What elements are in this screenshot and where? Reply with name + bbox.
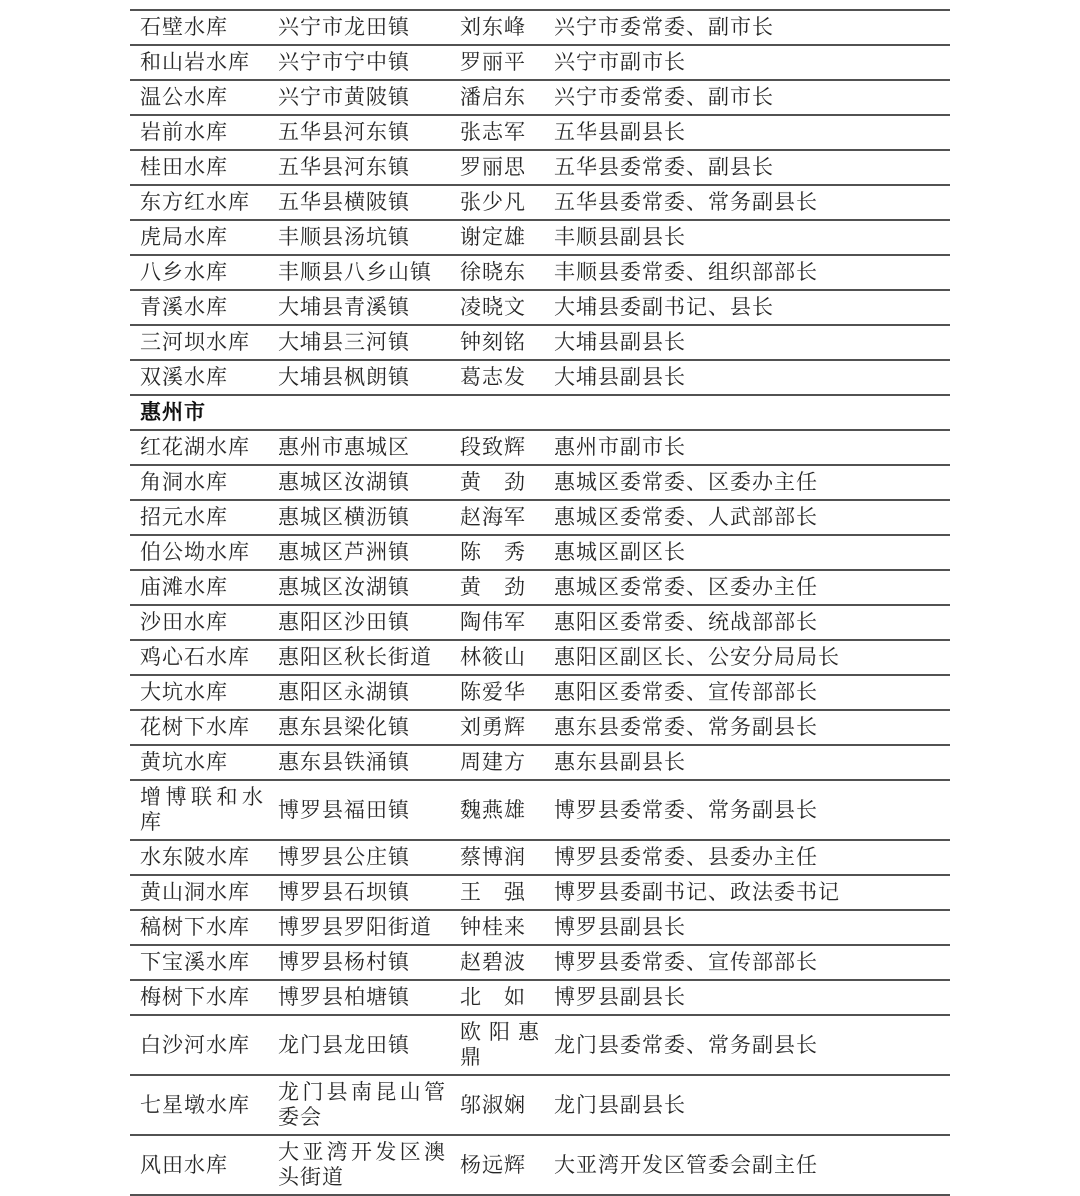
table-row [130, 1075, 950, 1135]
location-cell: 兴宁市龙田镇 [268, 10, 450, 45]
person-cell: 钟桂来 [450, 910, 544, 945]
table-row [130, 360, 950, 395]
person-cell: 罗丽平 [450, 45, 544, 80]
person-cell: 林筱山 [450, 640, 544, 675]
location-cell: 丰顺县八乡山镇 [268, 255, 450, 290]
position-cell: 兴宁市委常委、副市长 [544, 10, 950, 45]
reservoir-cell: 三河坝水库 [130, 325, 268, 360]
table-row [130, 745, 950, 780]
person-cell: 周建方 [450, 745, 544, 780]
reservoir-cell: 双溪水库 [130, 360, 268, 395]
position-cell: 博罗县副县长 [544, 910, 950, 945]
location-cell: 丰顺县汤坑镇 [268, 220, 450, 255]
location-cell: 惠东县梁化镇 [268, 710, 450, 745]
person-cell: 段致辉 [450, 430, 544, 465]
person-cell: 徐晓东 [450, 255, 544, 290]
table-row [130, 675, 950, 710]
table-row [130, 80, 950, 115]
table-row [130, 255, 950, 290]
location-cell: 博罗县罗阳街道 [268, 910, 450, 945]
section-header-cell: 惠州市 [130, 395, 950, 430]
position-cell: 五华县委常委、常务副县长 [544, 185, 950, 220]
location-cell: 惠阳区沙田镇 [268, 605, 450, 640]
location-cell: 博罗县石坝镇 [268, 875, 450, 910]
position-cell: 惠东县委常委、常务副县长 [544, 710, 950, 745]
location-cell: 五华县河东镇 [268, 150, 450, 185]
position-cell: 大埔县副县长 [544, 360, 950, 395]
person-cell: 邬淑娴 [450, 1075, 544, 1135]
location-cell: 大亚湾开发区澳头街道 [268, 1135, 450, 1195]
location-cell: 惠城区汝湖镇 [268, 570, 450, 605]
person-cell: 潘启东 [450, 80, 544, 115]
person-cell: 黄 劲 [450, 465, 544, 500]
position-cell: 博罗县委副书记、政法委书记 [544, 875, 950, 910]
table-row [130, 780, 950, 840]
position-cell: 五华县副县长 [544, 115, 950, 150]
table-row [130, 500, 950, 535]
person-cell: 陈爱华 [450, 675, 544, 710]
position-cell: 五华县委常委、副县长 [544, 150, 950, 185]
position-cell: 大埔县委副书记、县长 [544, 290, 950, 325]
table-row [130, 710, 950, 745]
position-cell: 兴宁市委常委、副市长 [544, 80, 950, 115]
position-cell: 惠城区委常委、区委办主任 [544, 465, 950, 500]
person-cell: 张志军 [450, 115, 544, 150]
position-cell: 大埔县副县长 [544, 325, 950, 360]
reservoir-cell: 梅树下水库 [130, 980, 268, 1015]
reservoir-cell: 黄坑水库 [130, 745, 268, 780]
person-cell: 凌晓文 [450, 290, 544, 325]
person-cell: 黄 劲 [450, 570, 544, 605]
table-row [130, 910, 950, 945]
reservoir-cell: 沙田水库 [130, 605, 268, 640]
table-row [130, 535, 950, 570]
table-row [130, 220, 950, 255]
location-cell: 惠州市惠城区 [268, 430, 450, 465]
reservoir-cell: 庙滩水库 [130, 570, 268, 605]
person-cell: 葛志发 [450, 360, 544, 395]
reservoir-cell: 七星墩水库 [130, 1075, 268, 1135]
person-cell: 欧阳惠鼎 [450, 1015, 544, 1075]
reservoir-cell: 稿树下水库 [130, 910, 268, 945]
table-row [130, 605, 950, 640]
table-row [130, 430, 950, 465]
position-cell: 大亚湾开发区管委会副主任 [544, 1135, 950, 1195]
reservoir-cell: 白沙河水库 [130, 1015, 268, 1075]
reservoir-cell: 虎局水库 [130, 220, 268, 255]
person-cell: 赵碧波 [450, 945, 544, 980]
position-cell: 惠阳区副区长、公安分局局长 [544, 640, 950, 675]
location-cell: 博罗县柏塘镇 [268, 980, 450, 1015]
location-cell: 龙门县南昆山管委会 [268, 1075, 450, 1135]
location-cell: 惠城区横沥镇 [268, 500, 450, 535]
position-cell: 博罗县委常委、县委办主任 [544, 840, 950, 875]
table-row [130, 45, 950, 80]
table-row [130, 150, 950, 185]
person-cell: 北 如 [450, 980, 544, 1015]
position-cell: 惠城区委常委、人武部部长 [544, 500, 950, 535]
table-row [130, 875, 950, 910]
location-cell: 博罗县福田镇 [268, 780, 450, 840]
location-cell: 博罗县公庄镇 [268, 840, 450, 875]
person-cell: 赵海军 [450, 500, 544, 535]
reservoir-cell: 花树下水库 [130, 710, 268, 745]
table-row [130, 325, 950, 360]
person-cell: 陶伟军 [450, 605, 544, 640]
position-cell: 惠阳区委常委、宣传部部长 [544, 675, 950, 710]
table-row [130, 115, 950, 150]
location-cell: 惠东县铁涌镇 [268, 745, 450, 780]
position-cell: 博罗县委常委、常务副县长 [544, 780, 950, 840]
reservoir-cell: 石壁水库 [130, 10, 268, 45]
location-cell: 博罗县杨村镇 [268, 945, 450, 980]
position-cell: 惠城区副区长 [544, 535, 950, 570]
reservoir-cell: 青溪水库 [130, 290, 268, 325]
position-cell: 惠阳区委常委、统战部部长 [544, 605, 950, 640]
reservoir-cell: 八乡水库 [130, 255, 268, 290]
reservoir-table [130, 9, 950, 1196]
reservoir-cell: 招元水库 [130, 500, 268, 535]
table-row [130, 570, 950, 605]
reservoir-table-body [130, 10, 950, 1195]
reservoir-cell: 增博联和水库 [130, 780, 268, 840]
location-cell: 惠城区芦洲镇 [268, 535, 450, 570]
location-cell: 大埔县三河镇 [268, 325, 450, 360]
table-row [130, 10, 950, 45]
position-cell: 龙门县副县长 [544, 1075, 950, 1135]
reservoir-cell: 伯公坳水库 [130, 535, 268, 570]
location-cell: 惠城区汝湖镇 [268, 465, 450, 500]
position-cell: 丰顺县委常委、组织部部长 [544, 255, 950, 290]
reservoir-cell: 风田水库 [130, 1135, 268, 1195]
person-cell: 刘东峰 [450, 10, 544, 45]
person-cell: 谢定雄 [450, 220, 544, 255]
table-row [130, 465, 950, 500]
position-cell: 惠东县副县长 [544, 745, 950, 780]
position-cell: 惠州市副市长 [544, 430, 950, 465]
person-cell: 陈 秀 [450, 535, 544, 570]
location-cell: 大埔县青溪镇 [268, 290, 450, 325]
reservoir-cell: 水东陂水库 [130, 840, 268, 875]
reservoir-cell: 温公水库 [130, 80, 268, 115]
table-row [130, 640, 950, 675]
table-row [130, 290, 950, 325]
reservoir-cell: 东方红水库 [130, 185, 268, 220]
section-header-row [130, 395, 950, 430]
reservoir-cell: 桂田水库 [130, 150, 268, 185]
person-cell: 魏燕雄 [450, 780, 544, 840]
location-cell: 龙门县龙田镇 [268, 1015, 450, 1075]
reservoir-cell: 大坑水库 [130, 675, 268, 710]
position-cell: 惠城区委常委、区委办主任 [544, 570, 950, 605]
table-row [130, 185, 950, 220]
person-cell: 钟刻铭 [450, 325, 544, 360]
position-cell: 博罗县副县长 [544, 980, 950, 1015]
reservoir-cell: 鸡心石水库 [130, 640, 268, 675]
location-cell: 大埔县枫朗镇 [268, 360, 450, 395]
table-row [130, 945, 950, 980]
position-cell: 龙门县委常委、常务副县长 [544, 1015, 950, 1075]
reservoir-cell: 和山岩水库 [130, 45, 268, 80]
person-cell: 刘勇辉 [450, 710, 544, 745]
reservoir-cell: 黄山洞水库 [130, 875, 268, 910]
position-cell: 兴宁市副市长 [544, 45, 950, 80]
reservoir-cell: 岩前水库 [130, 115, 268, 150]
person-cell: 张少凡 [450, 185, 544, 220]
table-row [130, 980, 950, 1015]
location-cell: 惠阳区秋长街道 [268, 640, 450, 675]
person-cell: 蔡博润 [450, 840, 544, 875]
person-cell: 罗丽思 [450, 150, 544, 185]
reservoir-cell: 红花湖水库 [130, 430, 268, 465]
table-row [130, 1135, 950, 1195]
reservoir-cell: 角洞水库 [130, 465, 268, 500]
location-cell: 五华县横陂镇 [268, 185, 450, 220]
location-cell: 惠阳区永湖镇 [268, 675, 450, 710]
location-cell: 兴宁市黄陂镇 [268, 80, 450, 115]
location-cell: 兴宁市宁中镇 [268, 45, 450, 80]
table-row [130, 1015, 950, 1075]
position-cell: 博罗县委常委、宣传部部长 [544, 945, 950, 980]
table-row [130, 840, 950, 875]
position-cell: 丰顺县副县长 [544, 220, 950, 255]
reservoir-cell: 下宝溪水库 [130, 945, 268, 980]
location-cell: 五华县河东镇 [268, 115, 450, 150]
person-cell: 杨远辉 [450, 1135, 544, 1195]
person-cell: 王 强 [450, 875, 544, 910]
